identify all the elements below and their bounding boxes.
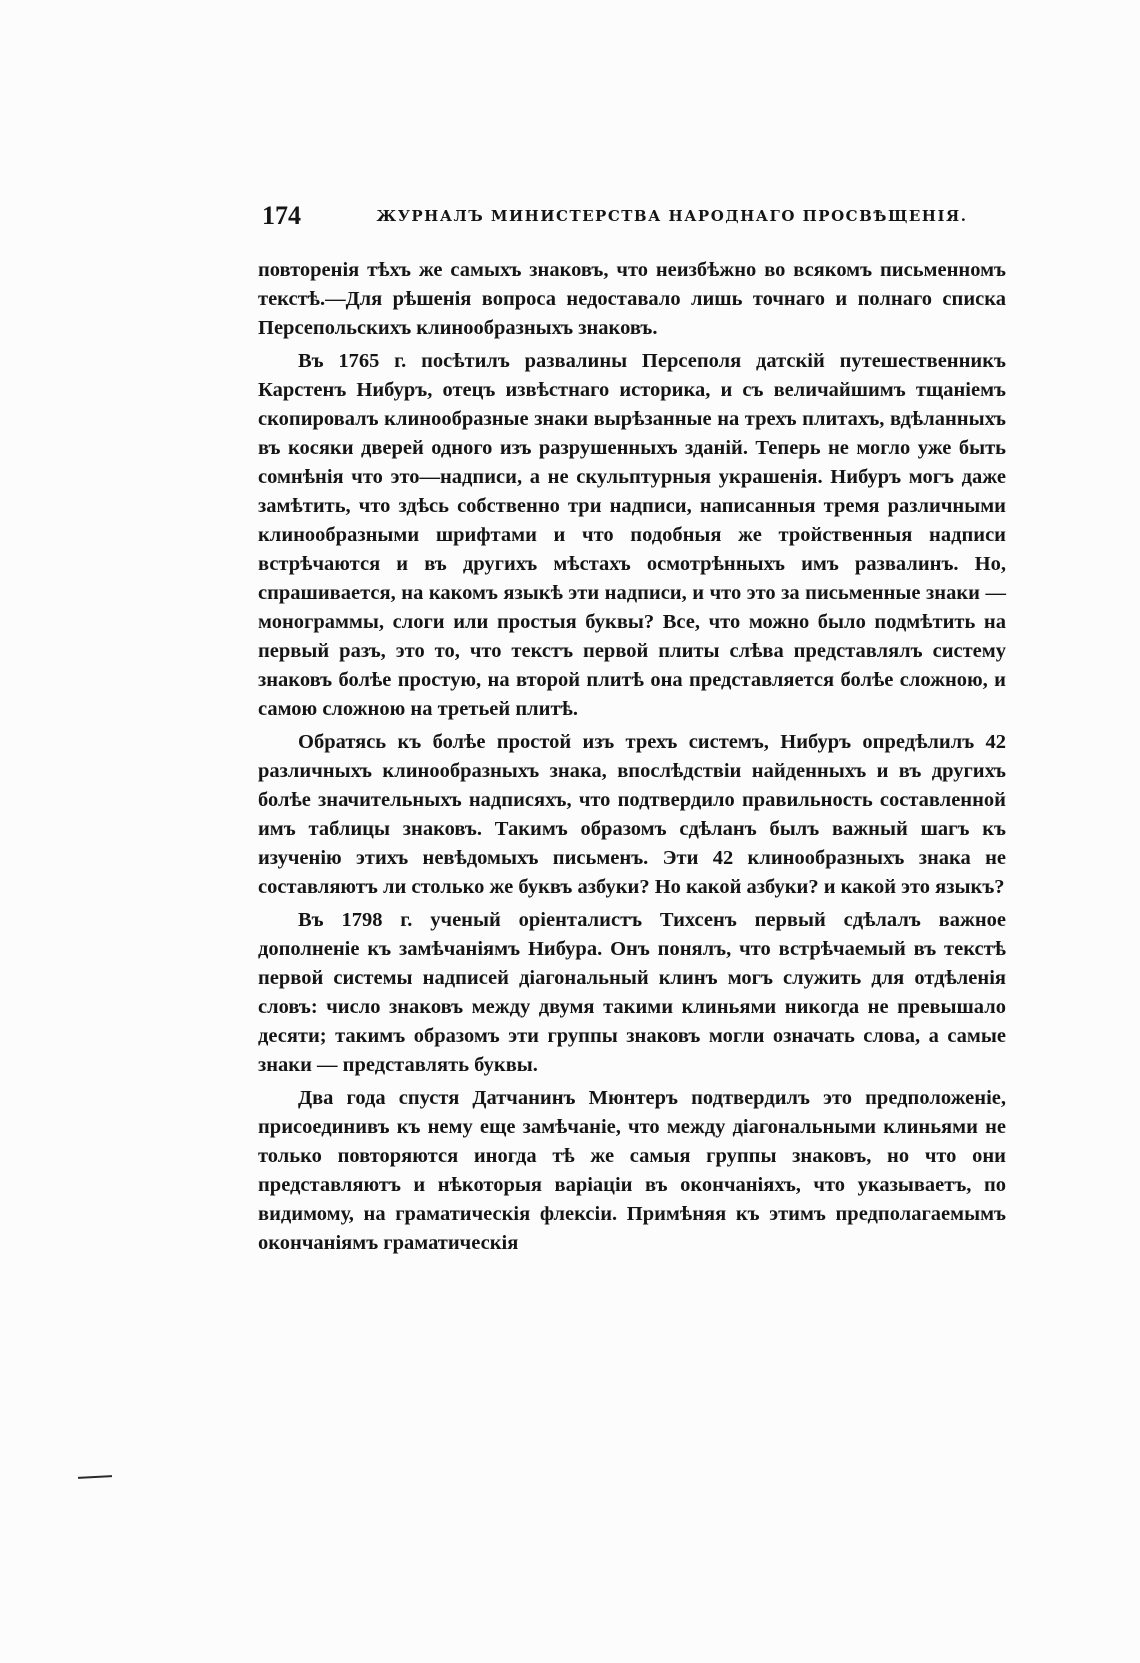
page-number: 174 <box>262 201 301 230</box>
paragraph: Въ 1798 г. ученый оріенталистъ Тихсенъ первый сдѣлалъ важное дополненіе къ замѣчаніямъ Нибура. Онъ понялъ, что встрѣчаемый въ текстѣ первой системы надписей діагональный клинъ могъ служить для отдѣленія словъ: число знаковъ между двумя такими клиньями никогда не превышало десяти; такимъ образомъ эти группы знаковъ могли означать слова, а самые знаки — представлять буквы. <box>258 909 1006 1076</box>
body-text <box>258 256 1006 1258</box>
margin-dash-mark <box>78 1475 112 1479</box>
paragraph: Обратясь къ болѣе простой изъ трехъ системъ, Нибуръ опредѣлилъ 42 различныхъ клинообразныхъ знака, впослѣдствіи найденныхъ и въ другихъ болѣе значительныхъ надписяхъ, что подтвердило правильность составленной имъ таблицы знаковъ. Такимъ образомъ сдѣланъ былъ важный шагъ къ изученію этихъ невѣдомыхъ письменъ. Эти 42 клинообразныхъ знака не составляютъ ли столько же буквъ азбуки? Но какой азбуки? и какой это языкъ? <box>258 731 1006 898</box>
paragraph: Въ 1765 г. посѣтилъ развалины Персеполя датскій путешественникъ Карстенъ Нибуръ, отецъ извѣстнаго историка, и съ величайшимъ тщаніемъ скопировалъ клинообразные знаки вырѣзанные на трехъ плитахъ, вдѣланныхъ въ косяки дверей одного изъ разрушенныхъ зданій. Теперь не могло уже быть сомнѣнія что это—надписи, а не скульптурныя украшенія. Нибуръ могъ даже замѣтить, что здѣсь собственно три надписи, написанныя тремя различными клинообразными шрифтами и что подобныя же тройственныя надписи встрѣчаются и въ другихъ мѣстахъ осмотрѣнныхъ имъ развалинъ. Но, спрашивается, на какомъ языкѣ эти надписи, и что это за письменные знаки — монограммы, слоги или простыя буквы? Все, что можно было подмѣтить на первый разъ, это то, что текстъ первой плиты слѣва представлялъ систему знаковъ болѣе простую, на второй плитѣ она представляется болѣе сложною, и самою сложною на третьей плитѣ. <box>258 350 1006 720</box>
paragraph: повторенія тѣхъ же самыхъ знаковъ, что неизбѣжно во всякомъ письменномъ текстѣ.—Для рѣшенія вопроса недоставало лишь точнаго и полнаго списка Персепольскихъ клинообразныхъ знаковъ. <box>258 259 1006 339</box>
journal-title: ЖУРНАЛЪ МИНИСТЕРСТВА НАРОДНАГО ПРОСВѢЩЕНІЯ. <box>376 207 968 225</box>
running-head <box>262 196 1012 236</box>
paragraph: Два года спустя Датчанинъ Мюнтеръ подтвердилъ это предположеніе, присоединивъ къ нему еще замѣчаніе, что между діагональными клиньями не только повторяются иногда тѣ же самыя группы знаковъ, но что они представляютъ и нѣкоторыя варіаціи въ окончаніяхъ, что указываетъ, по видимому, на граматическія флексіи. Примѣняя къ этимъ предполагаемымъ окончаніямъ граматическія <box>258 1087 1006 1254</box>
